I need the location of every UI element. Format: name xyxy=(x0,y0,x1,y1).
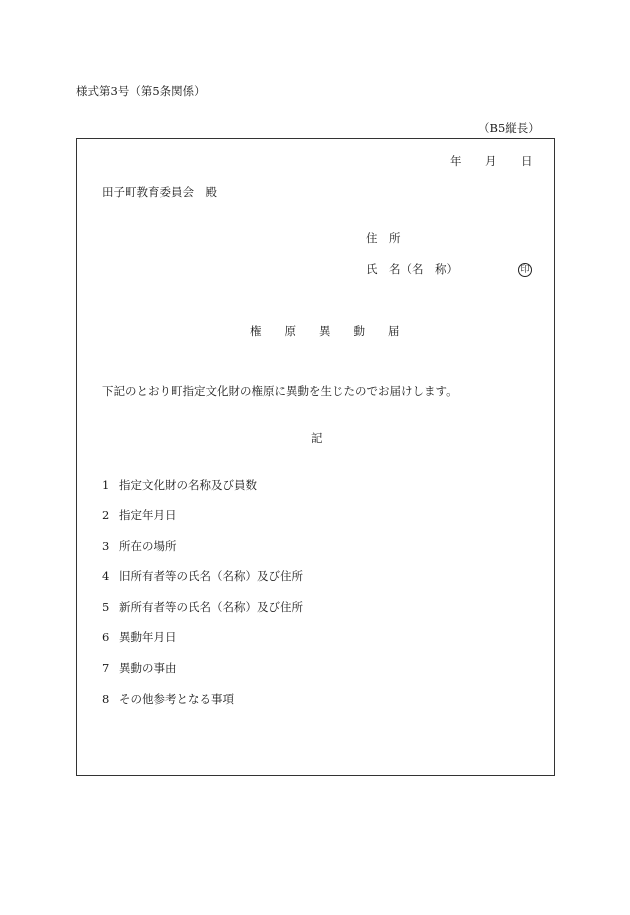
item-text: 新所有者等の氏名（名称）及び住所 xyxy=(119,600,303,614)
item-text: 異動の事由 xyxy=(119,661,177,675)
item-number: 5 xyxy=(102,600,110,614)
name-label: 氏 名（名 称） xyxy=(366,262,458,276)
list-item xyxy=(102,632,177,644)
list-item xyxy=(102,480,257,492)
list-item xyxy=(102,541,177,553)
item-text: 異動年月日 xyxy=(119,630,177,644)
item-text: 所在の場所 xyxy=(119,539,177,553)
list-item xyxy=(102,571,303,583)
ki-heading: 記 xyxy=(311,431,323,445)
item-text: 指定文化財の名称及び員数 xyxy=(119,478,257,492)
date-month-label: 月 xyxy=(485,154,497,168)
item-number: 2 xyxy=(102,508,110,522)
item-number: 7 xyxy=(102,661,110,675)
document-title: 権 原 異 動 届 xyxy=(250,324,400,338)
form-frame xyxy=(76,138,555,776)
item-number: 1 xyxy=(102,478,110,492)
addressee: 田子町教育委員会 殿 xyxy=(102,185,217,199)
item-number: 8 xyxy=(102,692,110,706)
statement-text: 下記のとおり町指定文化財の権原に異動を生じたのでお届けします。 xyxy=(102,384,458,398)
list-item xyxy=(102,602,303,614)
paper-size-note: （B5縦長） xyxy=(478,121,540,135)
date-day-label: 日 xyxy=(521,154,533,168)
item-text: 旧所有者等の氏名（名称）及び住所 xyxy=(119,569,303,583)
date-year-label: 年 xyxy=(450,154,462,168)
seal-icon: 印 xyxy=(518,263,532,277)
item-text: 指定年月日 xyxy=(119,508,177,522)
item-text: その他参考となる事項 xyxy=(119,692,234,706)
form-number: 様式第3号（第5条関係） xyxy=(76,84,206,98)
item-number: 4 xyxy=(102,569,110,583)
list-item xyxy=(102,663,177,675)
address-label: 住 所 xyxy=(366,231,401,245)
list-item xyxy=(102,694,234,706)
item-number: 6 xyxy=(102,630,110,644)
list-item xyxy=(102,510,177,522)
item-number: 3 xyxy=(102,539,110,553)
